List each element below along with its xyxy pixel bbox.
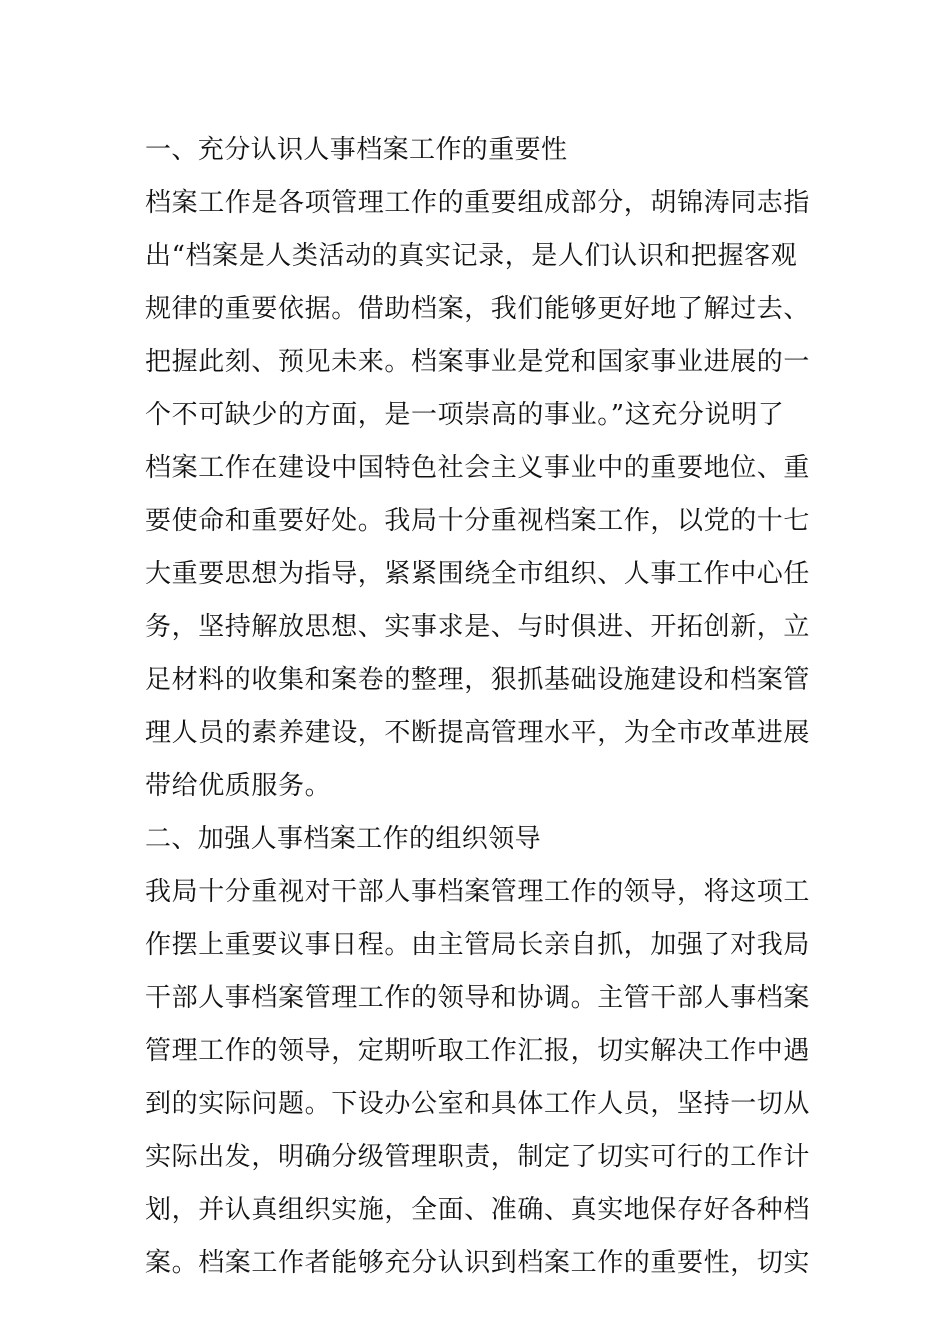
paragraph-line: 理人员的素养建设，不断提高管理水平，为全市改革进展	[145, 718, 811, 748]
paragraph-line: 我局十分重视对干部人事档案管理工作的领导，将这项工	[145, 877, 811, 907]
paragraph-line: 档案工作是各项管理工作的重要组成部分，胡锦涛同志指	[145, 188, 811, 218]
paragraph-line: 要使命和重要好处。我局十分重视档案工作，以党的十七	[145, 506, 811, 536]
paragraph-line: 到的实际问题。下设办公室和具体工作人员，坚持一切从	[145, 1089, 811, 1119]
paragraph-line: 带给优质服务。	[145, 771, 332, 801]
paragraph-line: 干部人事档案管理工作的领导和协调。主管干部人事档案	[145, 983, 811, 1013]
paragraph-line: 作摆上重要议事日程。由主管局长亲自抓，加强了对我局	[145, 930, 811, 960]
paragraph-line: 规律的重要依据。借助档案，我们能够更好地了解过去、	[145, 294, 811, 324]
paragraph-line: 足材料的收集和案卷的整理，狠抓基础设施建设和档案管	[145, 665, 811, 695]
paragraph-line: 大重要思想为指导，紧紧围绕全市组织、人事工作中心任	[145, 559, 811, 589]
paragraph-line: 划，并认真组织实施，全面、准确、真实地保存好各种档	[145, 1195, 811, 1225]
paragraph-line: 把握此刻、预见未来。档案事业是党和国家事业进展的一	[145, 347, 811, 377]
paragraph-line: 档案工作在建设中国特色社会主义事业中的重要地位、重	[145, 453, 811, 483]
paragraph-line: 务，坚持解放思想、实事求是、与时俱进、开拓创新，立	[145, 612, 811, 642]
paragraph-line: 实际出发，明确分级管理职责，制定了切实可行的工作计	[145, 1142, 811, 1172]
paragraph-line: 管理工作的领导，定期听取工作汇报，切实解决工作中遇	[145, 1036, 811, 1066]
section-heading-1: 一、充分认识人事档案工作的重要性	[145, 135, 568, 165]
section-heading-2: 二、加强人事档案工作的组织领导	[145, 824, 542, 854]
document-body	[145, 124, 810, 1290]
paragraph-line: 个不可缺少的方面，是一项崇高的事业。”这充分说明了	[145, 400, 785, 430]
paragraph-line: 案。档案工作者能够充分认识到档案工作的重要性，切实	[145, 1248, 811, 1278]
paragraph-line: 出“档案是人类活动的真实记录，是人们认识和把握客观	[145, 241, 798, 271]
